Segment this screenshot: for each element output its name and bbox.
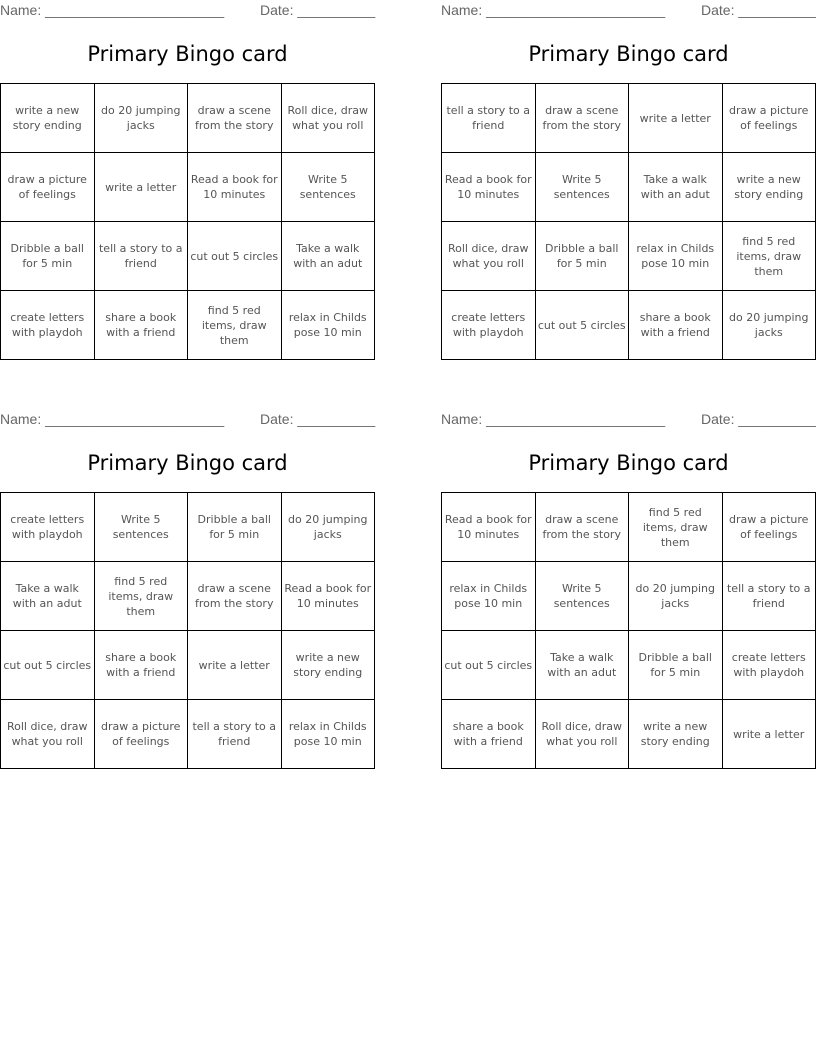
bingo-cell[interactable]: do 20 jumping jacks — [94, 84, 188, 153]
bingo-cell[interactable]: create letters with playdoh — [1, 291, 95, 360]
card-header — [0, 409, 375, 429]
bingo-grid — [0, 492, 375, 769]
bingo-row — [442, 562, 816, 631]
bingo-grid — [441, 83, 816, 360]
bingo-row — [442, 84, 816, 153]
bingo-row — [1, 631, 375, 700]
bingo-cell[interactable]: Dribble a ball for 5 min — [535, 222, 629, 291]
card-title: Primary Bingo card — [87, 451, 288, 475]
bingo-cell[interactable]: do 20 jumping jacks — [629, 562, 723, 631]
bingo-cell[interactable]: draw a scene from the story — [188, 84, 282, 153]
date-field[interactable]: Date: __________ — [701, 411, 816, 427]
bingo-cell[interactable]: tell a story to a friend — [188, 700, 282, 769]
bingo-cell[interactable]: Write 5 sentences — [94, 493, 188, 562]
bingo-row — [1, 562, 375, 631]
bingo-cell[interactable]: tell a story to a friend — [442, 84, 536, 153]
bingo-cell[interactable]: Read a book for 10 minutes — [442, 493, 536, 562]
bingo-cell[interactable]: write a new story ending — [1, 84, 95, 153]
bingo-cell[interactable]: tell a story to a friend — [94, 222, 188, 291]
bingo-cell[interactable]: relax in Childs pose 10 min — [281, 291, 375, 360]
bingo-cell[interactable]: write a letter — [722, 700, 816, 769]
card-header — [0, 0, 375, 20]
bingo-cell[interactable]: Take a walk with an adut — [629, 153, 723, 222]
bingo-row — [442, 700, 816, 769]
bingo-row — [1, 700, 375, 769]
bingo-cell[interactable]: Roll dice, draw what you roll — [281, 84, 375, 153]
bingo-cell[interactable]: write a letter — [188, 631, 282, 700]
bingo-cell[interactable]: create letters with playdoh — [1, 493, 95, 562]
bingo-cell[interactable]: Write 5 sentences — [535, 153, 629, 222]
bingo-row — [1, 84, 375, 153]
bingo-cell[interactable]: do 20 jumping jacks — [722, 291, 816, 360]
bingo-cell[interactable]: find 5 red items, draw them — [722, 222, 816, 291]
bingo-cell[interactable]: share a book with a friend — [629, 291, 723, 360]
bingo-row — [1, 291, 375, 360]
bingo-cell[interactable]: Dribble a ball for 5 min — [188, 493, 282, 562]
card-header — [441, 409, 816, 429]
bingo-cell[interactable]: Roll dice, draw what you roll — [442, 222, 536, 291]
bingo-cell[interactable]: write a new story ending — [629, 700, 723, 769]
bingo-cell[interactable]: relax in Childs pose 10 min — [442, 562, 536, 631]
bingo-cell[interactable]: cut out 5 circles — [1, 631, 95, 700]
bingo-cell[interactable]: create letters with playdoh — [722, 631, 816, 700]
bingo-cell[interactable]: Read a book for 10 minutes — [281, 562, 375, 631]
bingo-cell[interactable]: share a book with a friend — [94, 631, 188, 700]
bingo-cell[interactable]: find 5 red items, draw them — [629, 493, 723, 562]
name-field[interactable]: Name: _______________________ — [441, 2, 666, 18]
bingo-cell[interactable]: Read a book for 10 minutes — [188, 153, 282, 222]
bingo-cell[interactable]: draw a picture of feelings — [94, 700, 188, 769]
card-header — [441, 0, 816, 20]
bingo-cell[interactable]: create letters with playdoh — [442, 291, 536, 360]
bingo-row — [442, 493, 816, 562]
bingo-cell[interactable]: Take a walk with an adut — [1, 562, 95, 631]
bingo-cell[interactable]: write a new story ending — [722, 153, 816, 222]
date-field[interactable]: Date: __________ — [701, 2, 816, 18]
bingo-cell[interactable]: find 5 red items, draw them — [94, 562, 188, 631]
bingo-cell[interactable]: relax in Childs pose 10 min — [629, 222, 723, 291]
bingo-cell[interactable]: share a book with a friend — [94, 291, 188, 360]
date-field[interactable]: Date: __________ — [260, 2, 376, 18]
bingo-row — [442, 222, 816, 291]
bingo-cell[interactable]: Roll dice, draw what you roll — [1, 700, 95, 769]
bingo-cell[interactable]: share a book with a friend — [442, 700, 536, 769]
bingo-cell[interactable]: draw a picture of feelings — [722, 493, 816, 562]
card-title: Primary Bingo card — [87, 42, 288, 66]
bingo-row — [442, 631, 816, 700]
bingo-row — [442, 153, 816, 222]
bingo-cell[interactable]: Dribble a ball for 5 min — [1, 222, 95, 291]
bingo-cell[interactable]: write a letter — [629, 84, 723, 153]
bingo-cell[interactable]: draw a picture of feelings — [1, 153, 95, 222]
bingo-cell[interactable]: Roll dice, draw what you roll — [535, 700, 629, 769]
bingo-row — [1, 493, 375, 562]
bingo-grid — [441, 492, 816, 769]
card-title: Primary Bingo card — [528, 42, 729, 66]
card-title: Primary Bingo card — [528, 451, 729, 475]
bingo-cell[interactable]: write a new story ending — [281, 631, 375, 700]
bingo-cell[interactable]: do 20 jumping jacks — [281, 493, 375, 562]
bingo-cell[interactable]: cut out 5 circles — [188, 222, 282, 291]
bingo-cell[interactable]: Write 5 sentences — [281, 153, 375, 222]
name-field[interactable]: Name: _______________________ — [0, 2, 225, 18]
bingo-cell[interactable]: Take a walk with an adut — [281, 222, 375, 291]
bingo-cell[interactable]: draw a scene from the story — [535, 84, 629, 153]
bingo-cell[interactable]: Take a walk with an adut — [535, 631, 629, 700]
bingo-cell[interactable]: draw a scene from the story — [188, 562, 282, 631]
bingo-cell[interactable]: cut out 5 circles — [535, 291, 629, 360]
bingo-row — [442, 291, 816, 360]
bingo-row — [1, 222, 375, 291]
bingo-cell[interactable]: Write 5 sentences — [535, 562, 629, 631]
date-field[interactable]: Date: __________ — [260, 411, 376, 427]
bingo-cell[interactable]: cut out 5 circles — [442, 631, 536, 700]
bingo-cell[interactable]: find 5 red items, draw them — [188, 291, 282, 360]
bingo-cell[interactable]: draw a picture of feelings — [722, 84, 816, 153]
bingo-cell[interactable]: tell a story to a friend — [722, 562, 816, 631]
bingo-cell[interactable]: write a letter — [94, 153, 188, 222]
bingo-cell[interactable]: Dribble a ball for 5 min — [629, 631, 723, 700]
bingo-cell[interactable]: Read a book for 10 minutes — [442, 153, 536, 222]
bingo-grid — [0, 83, 375, 360]
bingo-cell[interactable]: draw a scene from the story — [535, 493, 629, 562]
name-field[interactable]: Name: _______________________ — [441, 411, 666, 427]
name-field[interactable]: Name: _______________________ — [0, 411, 225, 427]
bingo-row — [1, 153, 375, 222]
bingo-cell[interactable]: relax in Childs pose 10 min — [281, 700, 375, 769]
